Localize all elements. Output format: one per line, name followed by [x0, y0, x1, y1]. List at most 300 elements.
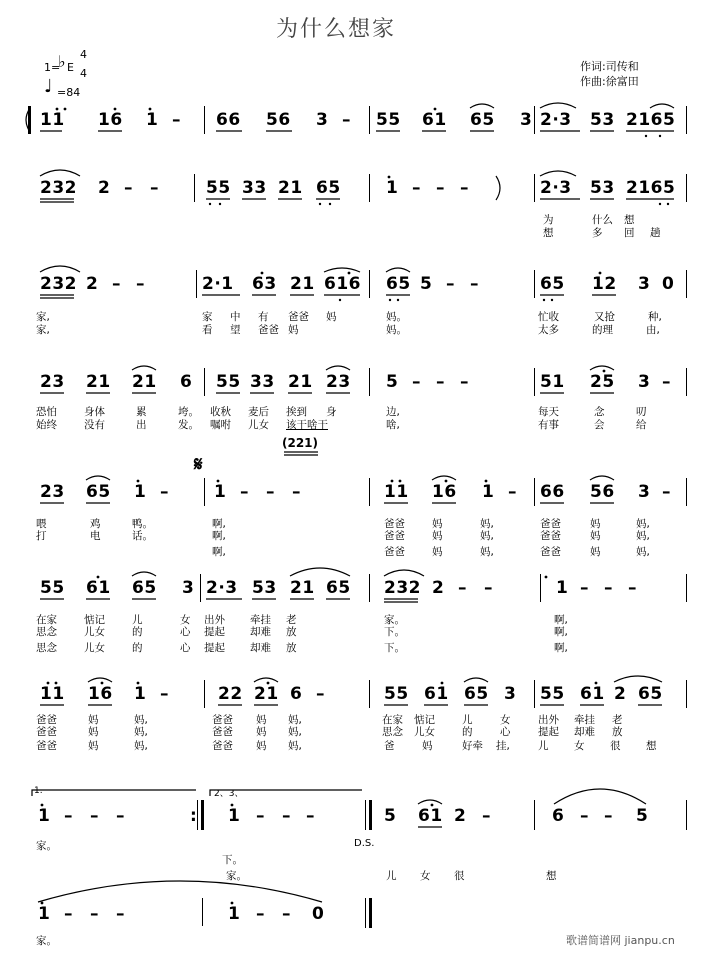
row1-note: 55 — [376, 110, 401, 130]
row5-note: 1 — [482, 482, 495, 502]
row3-note: – — [112, 274, 121, 294]
lyric: 爸爸 — [384, 530, 405, 542]
row3-note: 2·1 — [202, 274, 234, 294]
lyric: 忙收 — [538, 311, 559, 323]
row4-note: 6 — [180, 372, 193, 392]
row8-note: 1 — [38, 806, 51, 826]
volta-1-label: 1. — [34, 786, 43, 796]
slur-bracket — [496, 176, 500, 200]
row8-note: – — [580, 806, 589, 826]
lyric: 妈 — [88, 726, 99, 738]
lyric: 儿女 — [414, 726, 435, 738]
lyric: 妈, — [288, 726, 302, 738]
row2-note: – — [436, 178, 445, 198]
row1-note: 66 — [216, 110, 241, 130]
lyric: 啊, — [554, 642, 568, 654]
row1-note: 53 — [590, 110, 615, 130]
row3-note: 5 — [420, 274, 433, 294]
lyric: 妈 — [88, 714, 99, 726]
lyric: 什么 — [592, 214, 613, 226]
lyric: 下。 — [384, 626, 405, 638]
lyric: 啥, — [386, 419, 400, 431]
row3-note: – — [470, 274, 479, 294]
lyric: 又抢 — [594, 311, 615, 323]
lyric: 鸭。 — [132, 518, 153, 530]
lyric: 垮。 — [178, 406, 199, 418]
lyric: 思念 — [36, 642, 57, 654]
row6-note: – — [604, 578, 613, 598]
row8-note: – — [482, 806, 491, 826]
lyric: 爸爸 — [384, 546, 405, 558]
row4-note: – — [662, 372, 671, 392]
lyric: 却难 — [250, 626, 271, 638]
lyric: 妈, — [480, 546, 494, 558]
lyric: 妈, — [288, 714, 302, 726]
volta-1-bracket — [32, 790, 196, 796]
lyric: 妈 — [590, 530, 601, 542]
key-prefix: 1= — [44, 61, 61, 74]
time-signature-bottom: 4 — [80, 67, 87, 80]
row3-note: 232 — [40, 274, 77, 294]
row7-note: 65 — [464, 684, 489, 704]
lyric: 给 — [636, 419, 647, 431]
lyric: 妈 — [256, 740, 267, 752]
lyric: 身 — [326, 406, 337, 418]
lyric: 发。 — [178, 419, 199, 431]
row1-note: 11 — [40, 110, 65, 130]
row4-note: 21 — [288, 372, 313, 392]
lyric: 啊, — [554, 626, 568, 638]
row1-note: 3 — [316, 110, 329, 130]
key-flat: ♭ — [58, 52, 66, 71]
lyric: 妈, — [480, 518, 494, 530]
row6-note: 65 — [326, 578, 351, 598]
row6-note: 53 — [252, 578, 277, 598]
lyric: 妈, — [134, 726, 148, 738]
lyric: 啊, — [554, 614, 568, 626]
lyric: 没有 — [84, 419, 105, 431]
lyric: 家。 — [36, 935, 57, 947]
volta-2-bracket — [210, 790, 362, 796]
row5-note: – — [160, 482, 169, 502]
row8-note: – — [604, 806, 613, 826]
row3-note: – — [446, 274, 455, 294]
lyric: 妈 — [88, 740, 99, 752]
lyric: 种, — [648, 311, 662, 323]
lyric: 老 — [612, 714, 623, 726]
lyric: 下。 — [222, 854, 243, 866]
row3-note: 65 — [540, 274, 565, 294]
lyric: 惦记 — [414, 714, 435, 726]
lyric: 妈 — [432, 546, 443, 558]
row8-note: 2 — [454, 806, 467, 826]
lyric: 望 — [230, 324, 241, 336]
lyric: 妈 — [590, 546, 601, 558]
lyric: 出外 — [204, 614, 225, 626]
lyric: 儿 — [386, 870, 397, 882]
tempo-mark: =84 — [57, 86, 81, 99]
lyric: 女 — [574, 740, 585, 752]
lyric: 会 — [594, 419, 605, 431]
lyric: 出外 — [538, 714, 559, 726]
lyric: 由, — [646, 324, 660, 336]
lyric: 想 — [624, 214, 635, 226]
row4-note: 23 — [40, 372, 65, 392]
row2-note: 55 — [206, 178, 231, 198]
lyric: 想 — [546, 870, 557, 882]
lyric: 思念 — [36, 626, 57, 638]
lyric: 妈 — [422, 740, 433, 752]
lyric: 啊, — [212, 546, 226, 558]
lyric: 为 — [543, 214, 554, 226]
lyric: 妈 — [288, 324, 299, 336]
site-watermark: 歌谱简谱网 jianpu.cn — [566, 934, 675, 947]
lyric: 好牵 — [462, 740, 483, 752]
lyric: 妈 — [326, 311, 337, 323]
row9-note: – — [256, 904, 265, 924]
lyric: 儿 — [132, 614, 143, 626]
row5-note: 1 — [134, 482, 147, 502]
lyric: 爸爸 — [384, 518, 405, 530]
row6-note: 2 — [432, 578, 445, 598]
row7-note: 55 — [540, 684, 565, 704]
lyric: 的 — [462, 726, 473, 738]
row6-note: 232 — [384, 578, 421, 598]
lyric: 放 — [286, 626, 297, 638]
row4-note: 3 — [638, 372, 651, 392]
segno-sign: 𝄋 — [194, 452, 203, 476]
row9-note: – — [64, 904, 73, 924]
row8-note: – — [90, 806, 99, 826]
lyric: 啊, — [212, 530, 226, 542]
row7-note: 22 — [218, 684, 243, 704]
lyric: 恐怕 — [36, 406, 57, 418]
lyric: 收秋 — [210, 406, 231, 418]
lyric: 喂 — [36, 518, 47, 530]
lyric: 放 — [612, 726, 623, 738]
lyric: 儿女 — [84, 626, 105, 638]
lyric: 叨 — [636, 406, 647, 418]
lyric: 的 — [132, 626, 143, 638]
lyric: 该干啥干 — [286, 419, 328, 431]
row2-note: 33 — [242, 178, 267, 198]
lyric: 妈, — [134, 714, 148, 726]
row5-note: – — [292, 482, 301, 502]
lyric: 心 — [500, 726, 511, 738]
lyric: 却难 — [250, 642, 271, 654]
lyric: 提起 — [204, 626, 225, 638]
lyric: 回 — [624, 227, 635, 239]
row4-note: – — [412, 372, 421, 392]
lyric: 很 — [610, 740, 621, 752]
lyric: 每天 — [538, 406, 559, 418]
lyric: 在家 — [36, 614, 57, 626]
lyric: 电 — [90, 530, 101, 542]
row4-note: 5 — [386, 372, 399, 392]
row3-note: 616 — [324, 274, 361, 294]
row6-note: – — [458, 578, 467, 598]
lyric: 妈, — [134, 740, 148, 752]
lyric: 中 — [230, 311, 241, 323]
lyric: 妈, — [636, 518, 650, 530]
row4-note: 33 — [250, 372, 275, 392]
row3-note: 12 — [592, 274, 617, 294]
row6-note: 2·3 — [206, 578, 238, 598]
lyric: 始终 — [36, 419, 57, 431]
row2-note: 2·3 — [540, 178, 572, 198]
row7-note: 16 — [88, 684, 113, 704]
row6-note: 55 — [40, 578, 65, 598]
row9-note: – — [282, 904, 291, 924]
row2-note: 21 — [278, 178, 303, 198]
row1-note: – — [342, 110, 351, 130]
row3-note: 21 — [290, 274, 315, 294]
lyric: 爸爸 — [212, 726, 233, 738]
lyric: 麦后 — [248, 406, 269, 418]
lyric: 边, — [386, 406, 400, 418]
lyric: 心 — [180, 642, 191, 654]
lyric: 妈 — [432, 530, 443, 542]
lyric: 儿 — [538, 740, 549, 752]
lyric: 儿女 — [84, 642, 105, 654]
row2-note: 53 — [590, 178, 615, 198]
lyric: 有 — [258, 311, 269, 323]
lyric: 的理 — [592, 324, 613, 336]
lyric: 挂, — [496, 740, 510, 752]
lyric: 惦记 — [84, 614, 105, 626]
row3-note: 0 — [662, 274, 675, 294]
row3-note: 65 — [386, 274, 411, 294]
lyric: 爸爸 — [540, 518, 561, 530]
row4-note: 21 — [132, 372, 157, 392]
row5-note: – — [240, 482, 249, 502]
lyric: 提起 — [204, 642, 225, 654]
lyric: 念 — [594, 406, 605, 418]
lyric: 爸爸 — [540, 546, 561, 558]
lyric: 儿 — [462, 714, 473, 726]
row9-note: – — [116, 904, 125, 924]
lyric: 妈 — [432, 518, 443, 530]
row8-note: 5 — [384, 806, 397, 826]
row2-note: – — [150, 178, 159, 198]
alternate-notes-221: (221) — [282, 436, 319, 450]
row5-note: 56 — [590, 482, 615, 502]
lyric: 鸡 — [90, 518, 101, 530]
row1-note: 65 — [470, 110, 495, 130]
row5-note: 23 — [40, 482, 65, 502]
lyric: 儿女 — [248, 419, 269, 431]
lyric: 家。 — [384, 614, 405, 626]
lyric: 想 — [543, 227, 554, 239]
row1-note: 3 — [520, 110, 533, 130]
row8-note: 6 — [552, 806, 565, 826]
lyric: 很 — [454, 870, 465, 882]
row1-note: 2165 — [626, 110, 676, 130]
lyric: 女 — [500, 714, 511, 726]
row2-note: – — [412, 178, 421, 198]
row7-note: 61 — [424, 684, 449, 704]
row6-note: – — [628, 578, 637, 598]
lyric: 爸爸 — [212, 714, 233, 726]
lyric: 多 — [592, 227, 603, 239]
lyricist-credit: 作词:司传和 — [580, 60, 639, 73]
row5-note: – — [662, 482, 671, 502]
lyric: 家, — [36, 324, 50, 336]
repeat-dots: : — [190, 806, 197, 826]
row7-note: 2 — [614, 684, 627, 704]
row1-note: 61 — [422, 110, 447, 130]
lyric: 妈, — [480, 530, 494, 542]
key-note: E — [67, 61, 74, 74]
lyric: 妈 — [256, 726, 267, 738]
row7-note: 11 — [40, 684, 65, 704]
lyric: 心 — [180, 626, 191, 638]
lyric: 累 — [136, 406, 147, 418]
row3-note: – — [136, 274, 145, 294]
row6-note: 3 — [182, 578, 195, 598]
row4-note: 25 — [590, 372, 615, 392]
lyric: 牵挂 — [574, 714, 595, 726]
row8-note: 5 — [636, 806, 649, 826]
row6-note: – — [580, 578, 589, 598]
time-signature-top: 4 — [80, 48, 87, 61]
row9-note: – — [90, 904, 99, 924]
row7-note: – — [316, 684, 325, 704]
lyric: 爸爸 — [540, 530, 561, 542]
row3-note: 3 — [638, 274, 651, 294]
lyric: 爸爸 — [212, 740, 233, 752]
row4-note: 23 — [326, 372, 351, 392]
lyric: 妈。 — [386, 324, 407, 336]
row1-note: – — [172, 110, 181, 130]
row5-note: 65 — [86, 482, 111, 502]
row9-note: 1 — [38, 904, 51, 924]
row5-note: – — [266, 482, 275, 502]
lyric: 身体 — [84, 406, 105, 418]
lyric: 女 — [180, 614, 191, 626]
lyric: 爸爸 — [36, 726, 57, 738]
lyric: 家, — [36, 311, 50, 323]
lyric: 打 — [36, 530, 47, 542]
lyric: 妈, — [288, 740, 302, 752]
lyric: 话。 — [132, 530, 153, 542]
row2-note: 2 — [98, 178, 111, 198]
lyric: 想 — [646, 740, 657, 752]
row2-note: 232 — [40, 178, 77, 198]
row6-note: 1 — [556, 578, 569, 598]
lyric: 妈 — [590, 518, 601, 530]
row7-note: 21 — [254, 684, 279, 704]
row1-note: 2·3 — [540, 110, 572, 130]
lyric: 啊, — [212, 518, 226, 530]
row3-note: 2 — [86, 274, 99, 294]
lyric: 提起 — [538, 726, 559, 738]
row7-note: 3 — [504, 684, 517, 704]
row5-note: 3 — [638, 482, 651, 502]
lyric: 爸爸 — [258, 324, 279, 336]
row6-note: 61 — [86, 578, 111, 598]
row5-note: 16 — [432, 482, 457, 502]
row8-note: – — [116, 806, 125, 826]
row2-note: – — [124, 178, 133, 198]
lyric: 太多 — [538, 324, 559, 336]
row5-note: 1 — [214, 482, 227, 502]
system-bracket — [26, 108, 30, 132]
lyric: 看 — [202, 324, 213, 336]
row9-note: 1 — [228, 904, 241, 924]
row8-note: – — [306, 806, 315, 826]
row5-note: 11 — [384, 482, 409, 502]
row6-note: 65 — [132, 578, 157, 598]
lyric: 放 — [286, 642, 297, 654]
lyric: 出 — [136, 419, 147, 431]
row8-note: – — [282, 806, 291, 826]
song-title: 为什么想家 — [276, 17, 397, 42]
row2-note: 2165 — [626, 178, 676, 198]
row6-note: 21 — [290, 578, 315, 598]
row1-note: 16 — [98, 110, 123, 130]
row7-note: 6 — [290, 684, 303, 704]
lyric: 爸爸 — [288, 311, 309, 323]
lyric: 的 — [132, 642, 143, 654]
row7-note: – — [160, 684, 169, 704]
lyric: 爸爸 — [36, 714, 57, 726]
row8-note: 61 — [418, 806, 443, 826]
lyric: 妈, — [636, 530, 650, 542]
row2-note: 1 — [386, 178, 399, 198]
lyric: 思念 — [382, 726, 403, 738]
lyric: 家。 — [36, 840, 57, 852]
row8-note: – — [256, 806, 265, 826]
lyric: 妈, — [636, 546, 650, 558]
row1-note: 1 — [146, 110, 159, 130]
row8-note: – — [64, 806, 73, 826]
lyric: 家。 — [226, 870, 247, 882]
row7-note: 61 — [580, 684, 605, 704]
lyric: 嘱咐 — [210, 419, 231, 431]
row7-note: 55 — [384, 684, 409, 704]
lyric: 爸 — [384, 740, 395, 752]
lyric: 却难 — [574, 726, 595, 738]
row4-note: 55 — [216, 372, 241, 392]
row7-note: 1 — [134, 684, 147, 704]
row2-note: 65 — [316, 178, 341, 198]
row4-note: 21 — [86, 372, 111, 392]
lyric: 妈 — [256, 714, 267, 726]
lyric: 在家 — [382, 714, 403, 726]
lyric: 老 — [286, 614, 297, 626]
volta-2-label: 2、3、 — [214, 789, 244, 799]
lyric: 牵挂 — [250, 614, 271, 626]
row4-note: – — [436, 372, 445, 392]
row2-note: – — [460, 178, 469, 198]
lyric: 妈。 — [386, 311, 407, 323]
lyric: 女 — [420, 870, 431, 882]
row1-note: 56 — [266, 110, 291, 130]
lyric: 趟 — [650, 227, 661, 239]
row4-note: – — [460, 372, 469, 392]
lyric: 挨到 — [286, 406, 307, 418]
lyric: 家 — [202, 311, 213, 323]
quarter-note-icon: ♩ — [44, 76, 53, 97]
lyric: 下。 — [384, 642, 405, 654]
row6-note: – — [484, 578, 493, 598]
lyric: 爸爸 — [36, 740, 57, 752]
lyric: 有事 — [538, 419, 559, 431]
dal-segno: D.S. — [354, 838, 375, 849]
row8-note: 1 — [228, 806, 241, 826]
row5-note: – — [508, 482, 517, 502]
